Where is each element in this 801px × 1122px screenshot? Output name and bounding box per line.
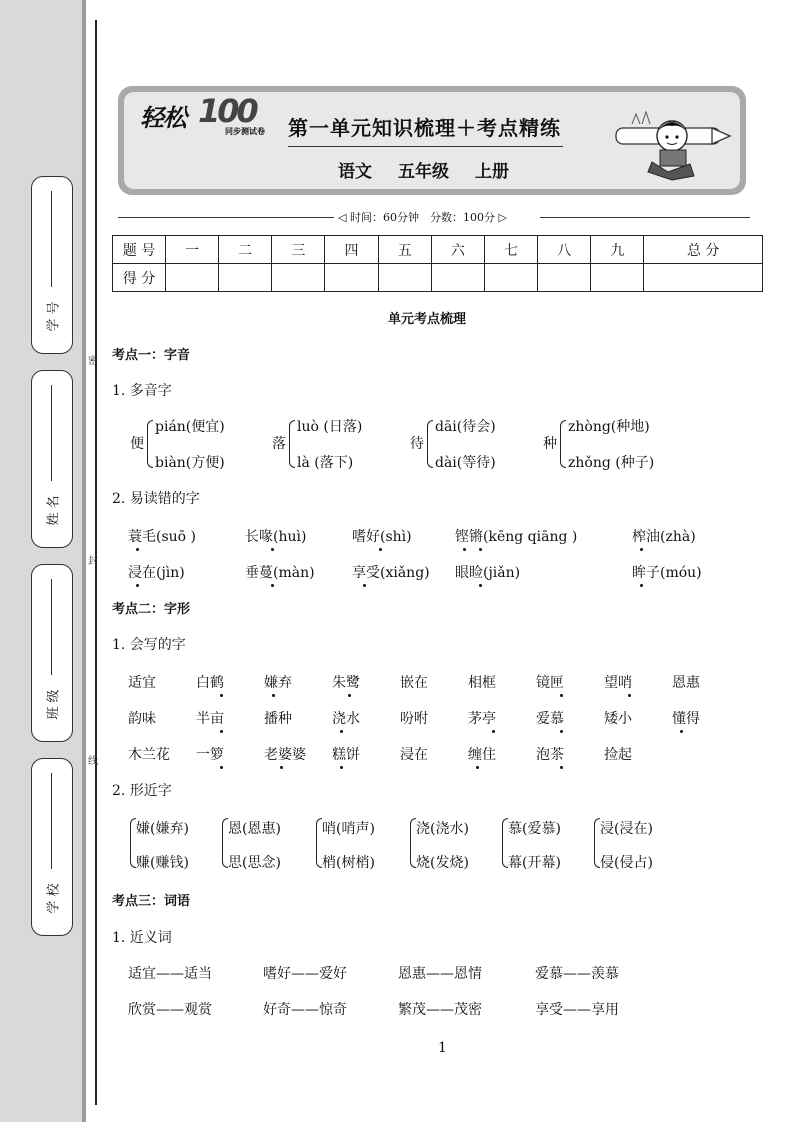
student-name-label: 姓 名 bbox=[46, 495, 62, 526]
grade-label: 五年级 bbox=[398, 162, 449, 182]
writing-word: 木兰花 bbox=[128, 747, 170, 763]
similar-char: 赚(赚钱) bbox=[136, 855, 189, 871]
writing-word: 缠住 bbox=[468, 747, 496, 763]
polyphone-char: 便 bbox=[130, 436, 144, 452]
score-value-row bbox=[113, 264, 763, 292]
synonym-pair: 享受——享用 bbox=[535, 1002, 619, 1018]
writing-word: 朱鹭 bbox=[332, 675, 360, 691]
logo-subtitle: 同步测试卷 bbox=[225, 127, 265, 136]
polyphone-reading: là (落下) bbox=[297, 455, 354, 471]
hard-word: 浸在(jìn) bbox=[128, 565, 185, 581]
kp3-sub1: 1. 近义词 bbox=[112, 930, 172, 946]
page-title: 第一单元知识梳理＋考点精练 bbox=[288, 116, 561, 140]
writing-word: 相框 bbox=[468, 675, 496, 691]
time-rule-left bbox=[118, 217, 334, 218]
score-header-cell: 二 bbox=[219, 236, 272, 264]
brace bbox=[147, 420, 153, 468]
score-row-label: 得 分 bbox=[113, 264, 166, 292]
score-cell[interactable] bbox=[272, 264, 325, 292]
brace bbox=[560, 420, 566, 468]
writing-word: 韵味 bbox=[128, 711, 156, 727]
similar-char: 思(思念) bbox=[228, 855, 281, 871]
emphasis-dot bbox=[680, 730, 683, 733]
score-header-cell: 六 bbox=[431, 236, 484, 264]
score-cell[interactable] bbox=[484, 264, 537, 292]
kp1-title: 考点一：字音 bbox=[112, 348, 191, 363]
cut-mark-xian: 线 bbox=[88, 756, 98, 767]
similar-char: 浇(浇水) bbox=[416, 821, 469, 837]
student-class-label: 班 级 bbox=[46, 689, 62, 720]
similar-char: 慕(爱慕) bbox=[508, 821, 561, 837]
writing-word: 捡起 bbox=[604, 747, 632, 763]
section-title: 单元考点梳理 bbox=[388, 312, 467, 327]
similar-char: 梢(树梢) bbox=[322, 855, 375, 871]
emphasis-dot bbox=[560, 730, 563, 733]
score-cell[interactable] bbox=[644, 264, 763, 292]
score-header-cell: 四 bbox=[325, 236, 378, 264]
emphasis-dot bbox=[628, 694, 631, 697]
emphasis-dot bbox=[476, 766, 479, 769]
polyphone-reading: zhòng(种地) bbox=[568, 419, 650, 435]
score-cell[interactable] bbox=[431, 264, 484, 292]
writing-word: 播种 bbox=[264, 711, 292, 727]
score-header-row bbox=[113, 236, 763, 264]
time-info-text: 时间：60分钟 分数：100分 bbox=[349, 211, 495, 224]
writing-word: 懂得 bbox=[672, 711, 700, 727]
score-header-cell: 八 bbox=[538, 236, 591, 264]
synonym-pair: 恩惠——恩情 bbox=[398, 966, 482, 982]
polyphone-reading: zhǒng (种子) bbox=[568, 455, 655, 471]
polyphone-reading: dài(等待) bbox=[435, 455, 496, 471]
student-school-label: 学 校 bbox=[46, 883, 62, 914]
emphasis-dot bbox=[280, 766, 283, 769]
polyphone-char: 落 bbox=[272, 436, 286, 452]
emphasis-dot bbox=[220, 730, 223, 733]
writing-word: 矮小 bbox=[604, 711, 632, 727]
kp2-title: 考点二：字形 bbox=[112, 602, 191, 617]
writing-word: 老婆婆 bbox=[264, 747, 306, 763]
score-header-cell: 七 bbox=[484, 236, 537, 264]
similar-char: 浸(浸在) bbox=[600, 821, 653, 837]
writing-word: 嵌在 bbox=[400, 675, 428, 691]
writing-word: 适宜 bbox=[128, 675, 156, 691]
emphasis-dot bbox=[348, 694, 351, 697]
synonym-pair: 嗜好——爱好 bbox=[263, 966, 347, 982]
hard-word: 享受(xiǎng) bbox=[352, 565, 430, 581]
emphasis-dot bbox=[492, 730, 495, 733]
logo-text: 轻松 bbox=[140, 104, 186, 132]
similar-char: 侵(侵占) bbox=[600, 855, 653, 871]
cartoon-reader-icon bbox=[612, 106, 732, 186]
time-info: ◁ 时间：60分钟 分数：100分 ▷ bbox=[338, 211, 507, 224]
emphasis-dot bbox=[220, 766, 223, 769]
emphasis-dot bbox=[220, 694, 223, 697]
student-school-box[interactable] bbox=[31, 758, 73, 936]
binding-strip bbox=[0, 0, 82, 1122]
score-header-cell: 三 bbox=[272, 236, 325, 264]
emphasis-dot bbox=[560, 766, 563, 769]
score-cell[interactable] bbox=[166, 264, 219, 292]
polyphone-reading: luò (日落) bbox=[297, 419, 363, 435]
student-name-box[interactable] bbox=[31, 370, 73, 548]
hard-word: 眼睑(jiǎn) bbox=[455, 565, 521, 581]
cut-mark-feng: 封 bbox=[88, 556, 98, 567]
writing-word: 半亩 bbox=[196, 711, 224, 727]
polyphone-char: 种 bbox=[543, 436, 557, 452]
score-header-cell: 总 分 bbox=[644, 236, 763, 264]
volume-label: 上册 bbox=[475, 162, 509, 182]
writing-word: 嫌弃 bbox=[264, 675, 292, 691]
synonym-pair: 适宜——适当 bbox=[128, 966, 212, 982]
synonym-pair: 繁茂——茂密 bbox=[398, 1002, 482, 1018]
emphasis-dot bbox=[340, 766, 343, 769]
student-id-label: 学 号 bbox=[46, 301, 62, 332]
hard-word: 长喙(huì) bbox=[245, 529, 307, 545]
brace bbox=[427, 420, 433, 468]
cut-mark-mi: 密 bbox=[88, 356, 98, 367]
writing-word: 一箩 bbox=[196, 747, 224, 763]
score-cell[interactable] bbox=[591, 264, 644, 292]
score-cell[interactable] bbox=[219, 264, 272, 292]
hard-word: 铿锵(kēng qiāng ) bbox=[455, 529, 578, 545]
score-cell[interactable] bbox=[538, 264, 591, 292]
polyphone-char: 待 bbox=[410, 436, 424, 452]
title-rule bbox=[288, 146, 563, 147]
binding-edge bbox=[82, 0, 86, 1122]
writing-word: 望哨 bbox=[604, 675, 632, 691]
kp1-sub2: 2. 易读错的字 bbox=[112, 491, 200, 507]
logo-number: 100 bbox=[198, 92, 256, 130]
brace bbox=[289, 420, 295, 468]
writing-word: 浇水 bbox=[332, 711, 360, 727]
hard-word: 榨油(zhà) bbox=[632, 529, 696, 545]
student-class-box[interactable] bbox=[31, 564, 73, 742]
hard-word: 嗜好(shì) bbox=[352, 529, 412, 545]
page-number: 1 bbox=[438, 1040, 447, 1056]
hard-word: 眸子(móu) bbox=[632, 565, 702, 581]
writing-word: 爱慕 bbox=[536, 711, 564, 727]
subtitle bbox=[338, 157, 509, 182]
kp2-sub1: 1. 会写的字 bbox=[112, 637, 186, 653]
synonym-pair: 欣赏——观赏 bbox=[128, 1002, 212, 1018]
kp1-sub1: 1. 多音字 bbox=[112, 383, 172, 399]
kp2-sub2: 2. 形近字 bbox=[112, 783, 172, 799]
score-cell[interactable] bbox=[378, 264, 431, 292]
time-rule-right bbox=[540, 217, 750, 218]
writing-word: 镜匣 bbox=[536, 675, 564, 691]
writing-word: 吩咐 bbox=[400, 711, 428, 727]
similar-char: 幕(开幕) bbox=[508, 855, 561, 871]
polyphone-reading: biàn(方便) bbox=[155, 455, 225, 471]
emphasis-dot bbox=[272, 694, 275, 697]
score-header-cell: 九 bbox=[591, 236, 644, 264]
score-table bbox=[112, 235, 763, 292]
score-cell[interactable] bbox=[325, 264, 378, 292]
writing-word: 糕饼 bbox=[332, 747, 360, 763]
writing-word: 泡茶 bbox=[536, 747, 564, 763]
writing-word: 茅亭 bbox=[468, 711, 496, 727]
score-header-cell: 一 bbox=[166, 236, 219, 264]
kp3-title: 考点三：词语 bbox=[112, 894, 191, 909]
similar-char: 嫌(嫌弃) bbox=[136, 821, 189, 837]
subject-label: 语文 bbox=[338, 162, 372, 182]
student-id-box[interactable] bbox=[31, 176, 73, 354]
score-header-cell: 题 号 bbox=[113, 236, 166, 264]
polyphone-reading: pián(便宜) bbox=[155, 419, 225, 435]
writing-word: 恩惠 bbox=[672, 675, 700, 691]
polyphone-reading: dāi(待会) bbox=[435, 419, 496, 435]
synonym-pair: 好奇——惊奇 bbox=[263, 1002, 347, 1018]
score-header-cell: 五 bbox=[378, 236, 431, 264]
hard-word: 垂蔓(màn) bbox=[245, 565, 315, 581]
writing-word: 浸在 bbox=[400, 747, 428, 763]
similar-char: 恩(恩惠) bbox=[228, 821, 281, 837]
hard-word: 蓑毛(suō ) bbox=[128, 529, 197, 545]
emphasis-dot bbox=[340, 730, 343, 733]
writing-word: 白鹤 bbox=[196, 675, 224, 691]
similar-char: 哨(哨声) bbox=[322, 821, 375, 837]
similar-char: 烧(发烧) bbox=[416, 855, 469, 871]
synonym-pair: 爱慕——羡慕 bbox=[535, 966, 619, 982]
emphasis-dot bbox=[560, 694, 563, 697]
